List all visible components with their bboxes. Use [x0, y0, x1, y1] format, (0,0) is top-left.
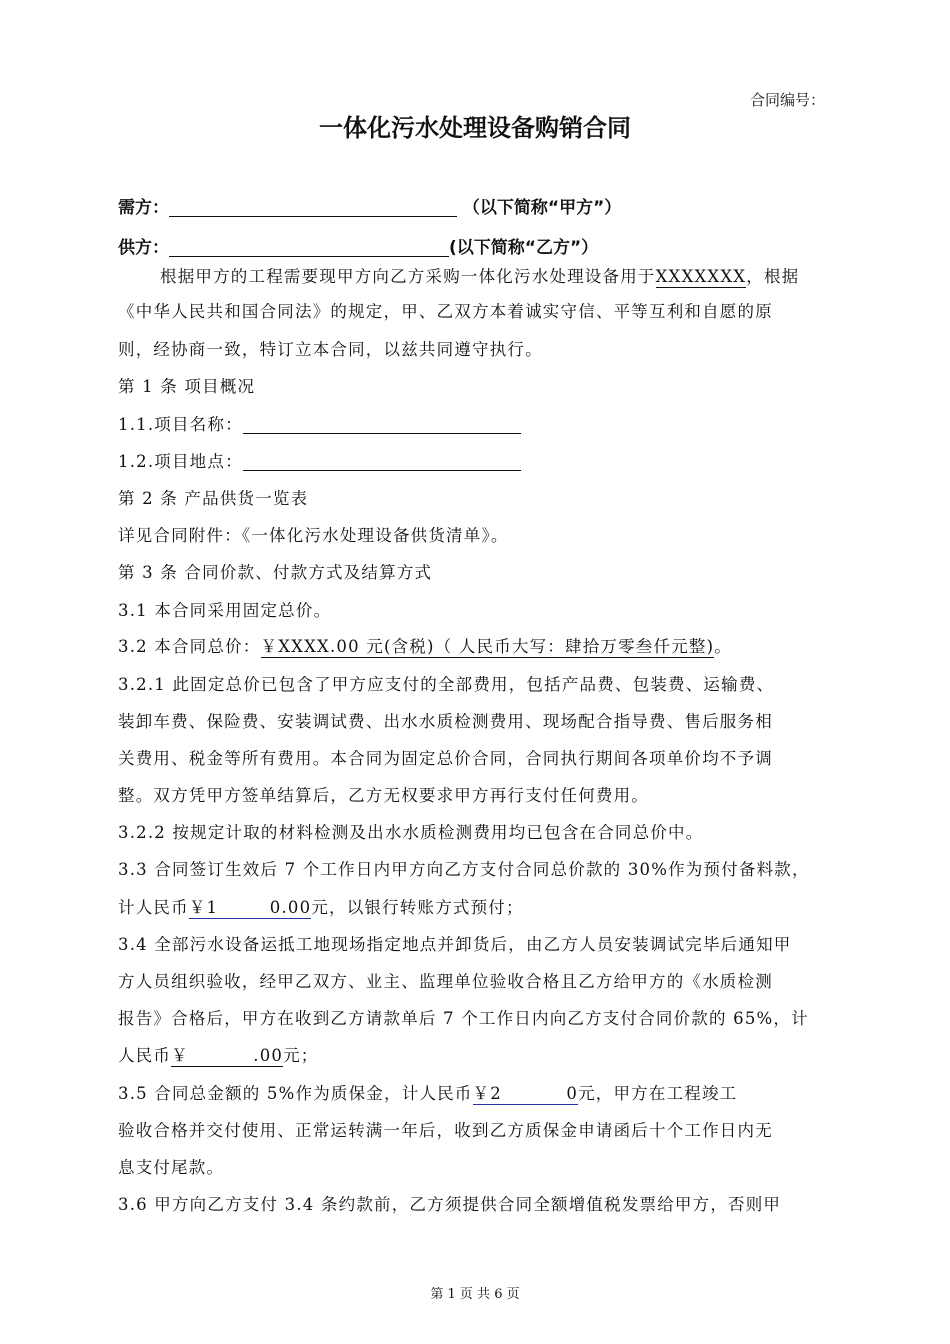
clause-3-3-line-1: 3.3 合同签订生效后 7 个工作日内甲方向乙方支付合同总价款的 30%作为预付备料款， [118, 860, 810, 879]
clause-text: 元，以银行转账方式预付； [311, 898, 524, 917]
intro-line-1 [160, 263, 799, 287]
project-place-blank [243, 452, 521, 471]
seller-line [118, 233, 598, 258]
clause-3-3-line-2 [118, 894, 524, 918]
article-1-heading: 第 1 条 项目概况 [118, 377, 256, 396]
clause-3-2-1-line-4: 整。双方凭甲方签单结算后，乙方无权要求甲方再行支付任何费用。 [118, 786, 649, 805]
clause-3-5-line-3: 息支付尾款。 [118, 1158, 225, 1177]
clause-text: 计人民币 [118, 898, 189, 917]
clause-3-4-line-1: 3.4 全部污水设备运抵工地现场指定地点并卸货后，由乙方人员安装调试完毕后通知甲 [118, 935, 792, 954]
clause-3-6-line-1: 3.6 甲方向乙方支付 3.4 条约款前，乙方须提供合同全额增值税发票给甲方，否则甲 [118, 1195, 782, 1214]
intro-text: 根据甲方的工程需要现甲方向乙方采购一体化污水处理设备用于 [160, 267, 656, 286]
clause-text: 人民币 [118, 1046, 172, 1065]
clause-text: 3.2 本合同总价： [118, 637, 261, 656]
intro-line-3: 则，经协商一致，特订立本合同，以兹共同遵守执行。 [118, 340, 543, 359]
clause-3-2-2: 3.2.2 按规定计取的材料检测及出水水质检测费用均已包含在合同总价中。 [118, 823, 704, 842]
seller-blank [169, 236, 449, 257]
clause-3-2-1-line-1: 3.2.1 此固定总价已包含了甲方应支付的全部费用，包括产品费、包装费、运输费、 [118, 675, 775, 694]
clause-3-5-line-1 [118, 1080, 737, 1104]
project-place-row [118, 448, 521, 472]
total-price: ￥XXXX.00 元(含税)（ 人民币大写：肆拾万零叁仟元整) [260, 637, 715, 656]
article-3-heading: 第 3 条 合同价款、付款方式及结算方式 [118, 563, 433, 582]
buyer-suffix: （以下简称“甲方”） [462, 198, 622, 218]
article-2-detail: 详见合同附件：《一体化污水处理设备供货清单》。 [118, 526, 509, 545]
advance-amount: ￥1 0.00 [188, 898, 312, 917]
seller-suffix: (以下简称“乙方”） [449, 238, 599, 258]
warranty-amount: ￥2 0 [472, 1084, 579, 1103]
clause-3-4-line-2: 方人员组织验收，经甲乙双方、业主、监理单位验收合格且乙方给甲方的《水质检测 [118, 972, 773, 991]
clause-text: 。 [714, 637, 732, 656]
clause-3-5-line-2: 验收合格并交付使用、正常运转满一年后，收到乙方质保金申请函后十个工作日内无 [118, 1121, 773, 1140]
project-name-row [118, 411, 521, 435]
clause-3-2-1-line-3: 关费用、税金等所有费用。本合同为固定总价合同，合同执行期间各项单价均不予调 [118, 749, 773, 768]
clause-3-4-line-3: 报告》合格后，甲方在收到乙方请款单后 7 个工作日内向乙方支付合同价款的 65%，计 [118, 1009, 809, 1028]
clause-text: 元； [283, 1046, 319, 1065]
buyer-blank [169, 196, 457, 217]
contract-number-label: 合同编号： [750, 91, 826, 109]
page-title: 一体化污水处理设备购销合同 [319, 114, 631, 142]
article-2-heading: 第 2 条 产品供货一览表 [118, 489, 309, 508]
buyer-line [118, 193, 621, 218]
project-name-blank [243, 415, 521, 434]
project-placeholder: XXXXXXX [655, 267, 747, 286]
seller-label: 供方： [118, 238, 169, 258]
clause-3-2-1-line-2: 装卸车费、保险费、安装调试费、出水水质检测费用、现场配合指导费、售后服务相 [118, 712, 773, 731]
acceptance-amount: ￥ .00 [171, 1046, 284, 1065]
project-place-label: 1.2.项目地点： [118, 452, 243, 471]
clause-3-4-line-4 [118, 1042, 319, 1066]
clause-text: 元，甲方在工程竣工 [578, 1084, 738, 1103]
project-name-label: 1.1.项目名称： [118, 415, 243, 434]
intro-text: ，根据 [746, 267, 800, 286]
buyer-label: 需方： [118, 198, 169, 218]
intro-line-2: 《中华人民共和国合同法》的规定，甲、乙双方本着诚实守信、平等互利和自愿的原 [118, 302, 773, 321]
clause-text: 3.5 合同总金额的 5%作为质保金，计人民币 [118, 1084, 473, 1103]
clause-3-2 [118, 633, 732, 657]
clause-3-1: 3.1 本合同采用固定总价。 [118, 601, 332, 620]
page-number: 第 1 页 共 6 页 [430, 1287, 520, 1302]
